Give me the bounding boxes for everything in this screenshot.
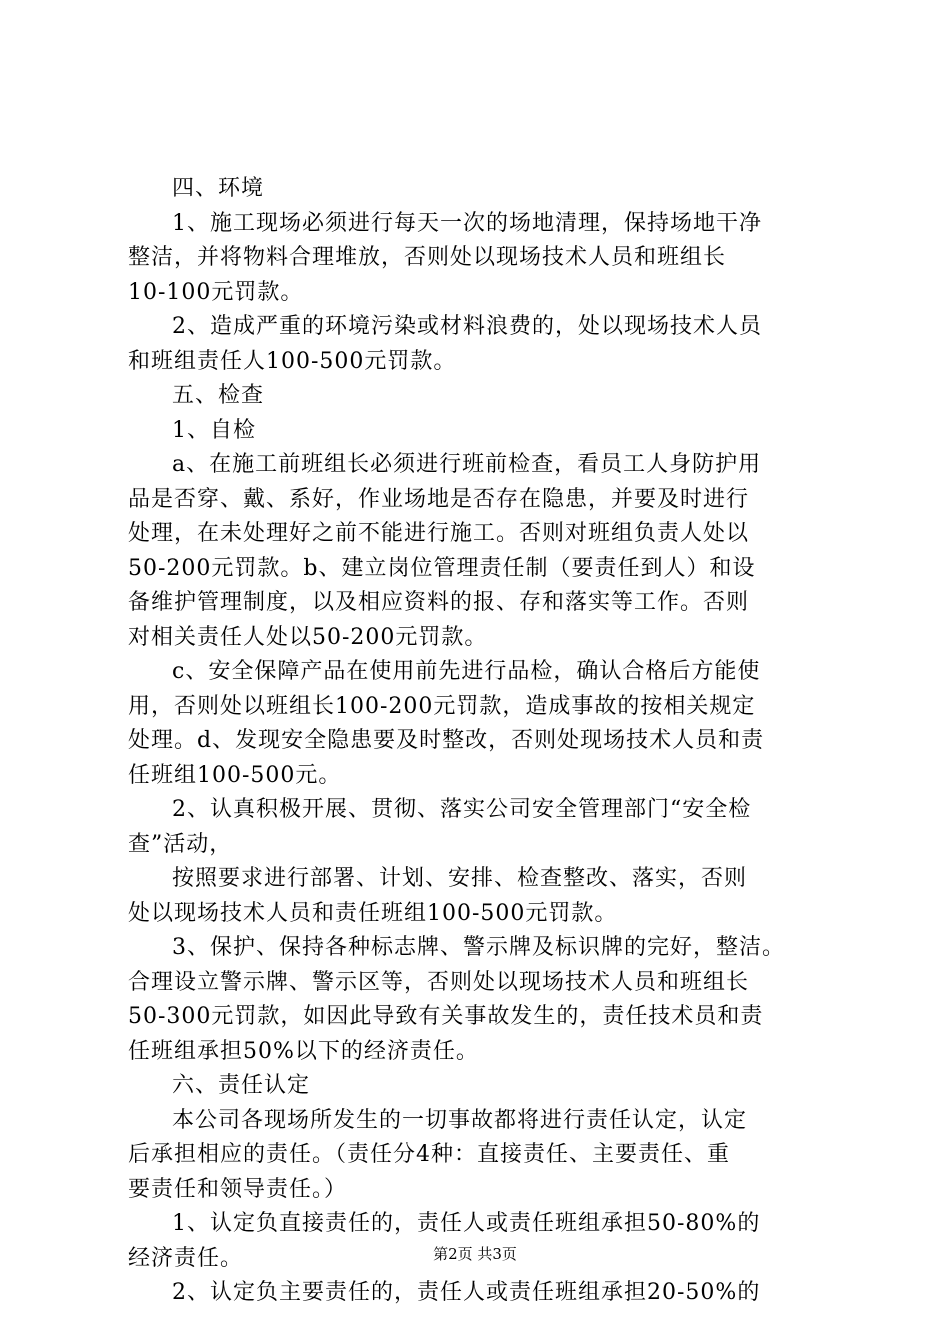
paragraph-line: 50-300元罚款，如因此导致有关事故发生的，责任技术员和责 <box>128 1004 764 1029</box>
paragraph-line: 处理，在未处理好之前不能进行施工。否则对班组负责人处以 <box>128 521 750 546</box>
paragraph-line: 2、认真积极开展、贯彻、落实公司安全管理部门“安全检 <box>172 797 752 822</box>
paragraph-line: 品是否穿、戴、系好，作业场地是否存在隐患，并要及时进行 <box>128 486 750 512</box>
paragraph-line: 后承担相应的责任。（责任分4种：直接责任、主要责任、重 <box>128 1142 730 1167</box>
paragraph-line: 处以现场技术人员和责任班组100-500元罚款。 <box>128 900 618 926</box>
paragraph-line: 2、造成严重的环境污染或材料浪费的，处以现场技术人员 <box>172 314 762 339</box>
paragraph-line: 要责任和领导责任。） <box>128 1176 348 1202</box>
paragraph-line: 备维护管理制度，以及相应资料的报、存和落实等工作。否则 <box>128 590 750 615</box>
paragraph-line: 整洁，并将物料合理堆放，否则处以现场技术人员和班组长 <box>128 245 727 270</box>
page-footer: 第2页 共3页 <box>433 1245 517 1263</box>
paragraph-line: 处理。d、发现安全隐患要及时整改，否则处现场技术人员和责 <box>128 728 765 753</box>
paragraph-line: 50-200元罚款。b、建立岗位管理责任制（要责任到人）和设 <box>128 555 756 581</box>
paragraph-line: 任班组承担50%以下的经济责任。 <box>128 1038 479 1064</box>
paragraph-line: 五、检查 <box>172 383 265 408</box>
paragraph-line: 合理设立警示牌、警示区等，否则处以现场技术人员和班组长 <box>128 969 750 995</box>
paragraph-line: 和班组责任人100-500元罚款。 <box>128 348 457 374</box>
paragraph-line: 任班组100-500元。 <box>128 762 342 788</box>
paragraph-line: a、在施工前班组长必须进行班前检查，看员工人身防护用 <box>172 452 762 477</box>
paragraph-line: 1、施工现场必须进行每天一次的场地清理，保持场地干净 <box>172 210 762 236</box>
paragraph-line: 按照要求进行部署、计划、安排、检查整改、落实，否则 <box>172 866 748 891</box>
document-body <box>128 172 838 1311</box>
paragraph-line: 四、环境 <box>172 176 265 201</box>
paragraph-line: 查”活动， <box>128 831 233 857</box>
paragraph-line: 1、自检 <box>172 417 256 443</box>
paragraph-line: 对相关责任人处以50-200元罚款。 <box>128 624 488 650</box>
paragraph-line: c、安全保障产品在使用前先进行品检，确认合格后方能使 <box>172 659 761 684</box>
paragraph-line: 10-100元罚款。 <box>128 279 304 305</box>
paragraph-line: 经济责任。 <box>128 1245 244 1271</box>
paragraph-line: 六、责任认定 <box>172 1073 311 1098</box>
paragraph-line: 本公司各现场所发生的一切事故都将进行责任认定，认定 <box>172 1107 748 1133</box>
paragraph-line: 1、认定负直接责任的，责任人或责任班组承担50-80%的 <box>172 1211 761 1236</box>
paragraph-line: 3、保护、保持各种标志牌、警示牌及标识牌的完好，整洁。 <box>172 935 785 960</box>
paragraph-line: 用，否则处以班组长100-200元罚款，造成事故的按相关规定 <box>128 693 756 719</box>
paragraph-line: 2、认定负主要责任的，责任人或责任班组承担20-50%的 <box>172 1280 761 1305</box>
